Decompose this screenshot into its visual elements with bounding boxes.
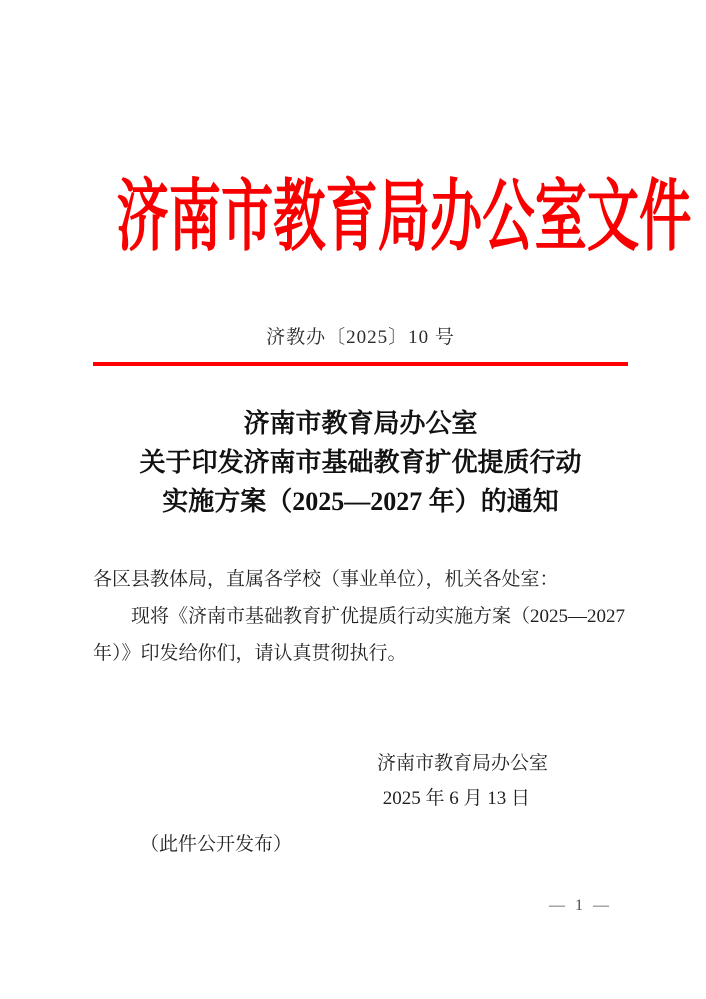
body-line-1: 现将《济南市基础教育扩优提质行动实施方案（2025—2027 [131,606,626,627]
public-release-note: （此件公开发布） [140,834,293,855]
document-body [93,561,628,672]
salutation-line: 各区县教体局，直属各学校（事业单位），机关各处室： [93,569,559,590]
document-title-line-1: 济南市教育局办公室 [243,409,478,438]
body-line-2: 年）》印发给你们，请认真贯彻执行。 [93,643,407,664]
red-separator-line [93,362,628,366]
issuing-office-signature: 济南市教育局办公室 [376,753,548,774]
document-title-line-3: 实施方案（2025—2027 年）的通知 [162,487,559,516]
document-number: 济教办〔2025〕10 号 [266,327,455,348]
document-title-line-2: 关于印发济南市基础教育扩优提质行动 [139,448,582,477]
letterhead-title: 济南市教育局办公室文件 [116,173,692,260]
issue-date: 2025 年 6 月 13 日 [382,788,530,809]
document-title [93,404,628,521]
page-number: — 1 — [549,897,612,914]
